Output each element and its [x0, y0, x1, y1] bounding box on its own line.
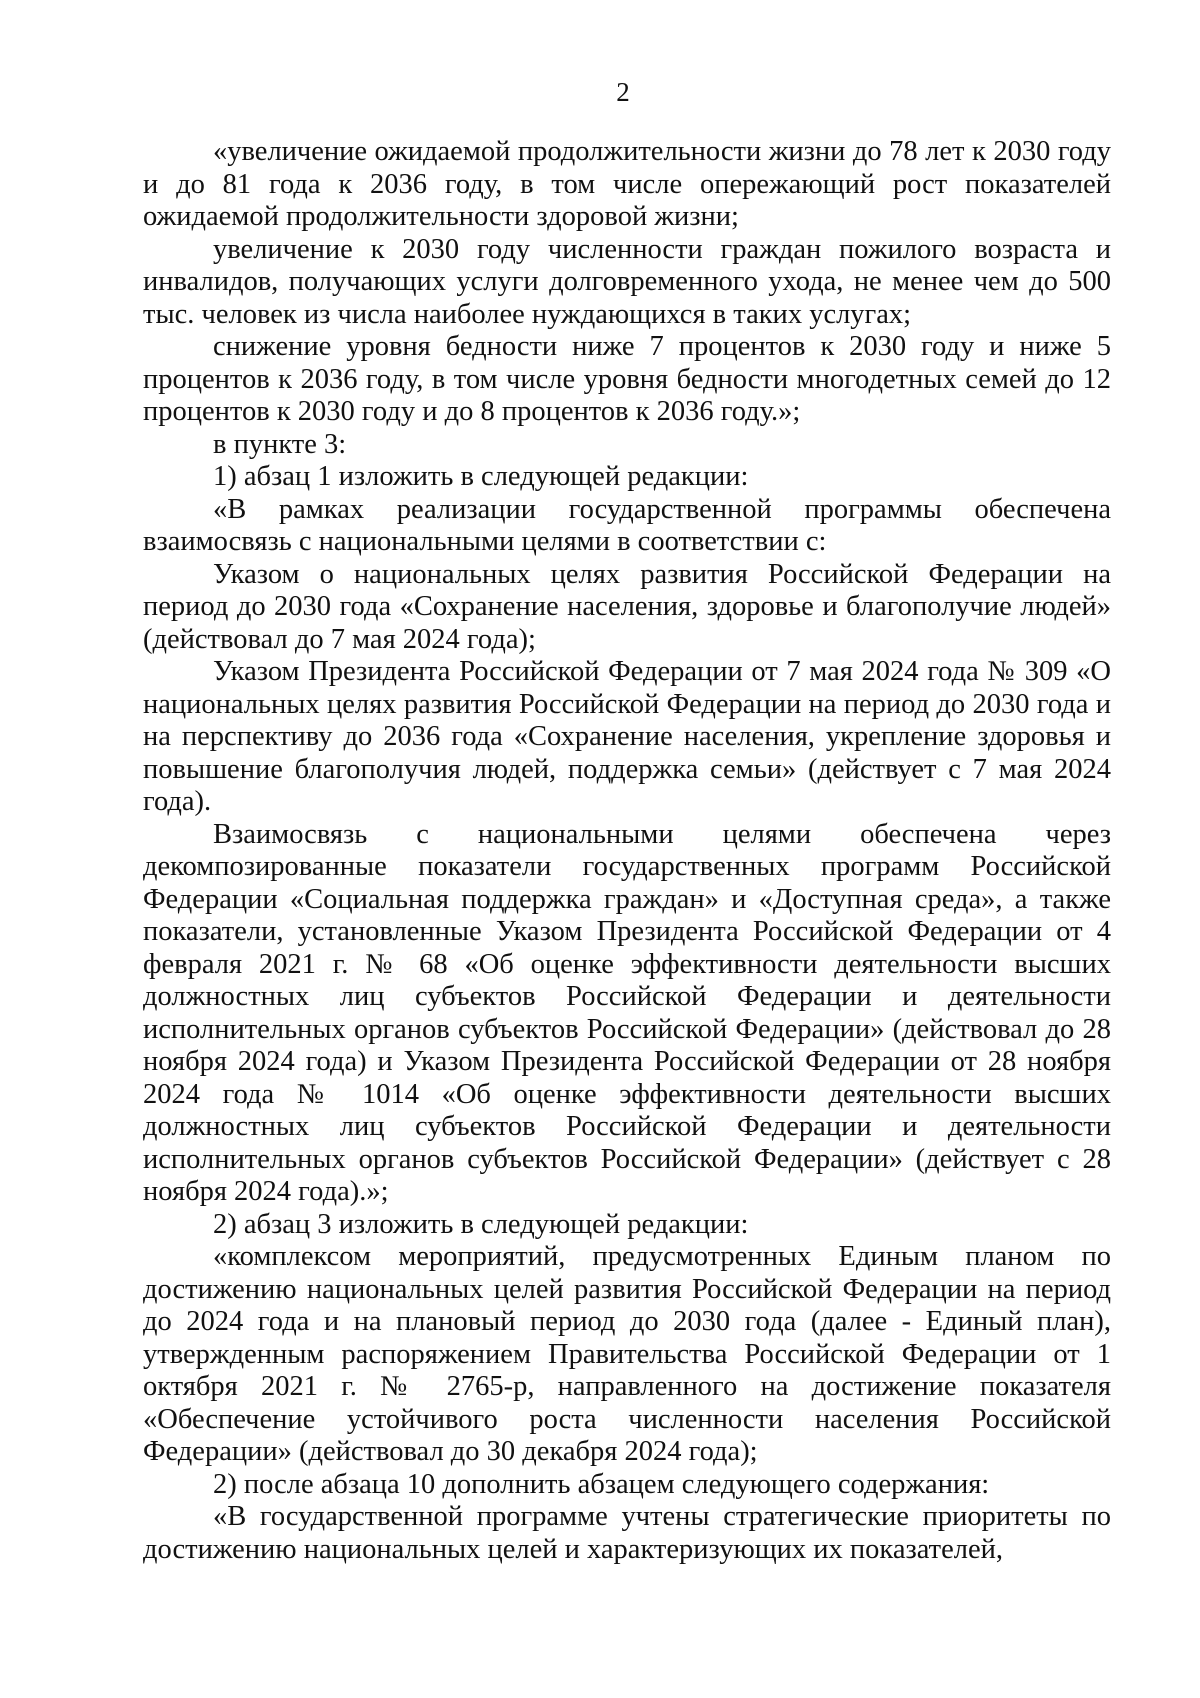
paragraph-strategic-priorities: «В государственной программе учтены стратегические приоритеты по достижению национальных целей и характеризующих их показателей,: [143, 1501, 1111, 1565]
paragraph-item-2-abzac-10: 2) после абзаца 10 дополнить абзацем следующего содержания:: [213, 1468, 990, 1500]
paragraph-decree-309: Указом Президента Российской Федерации от 7 мая 2024 года № 309 «О национальных целях развития Российской Федерации на период до 2030 года и на перспективу до 2036 года «Сохранение населения, укрепление здоровья и повышение благополучия людей, поддержка семьи» (действует с 7 мая 2024 года).: [143, 656, 1111, 817]
paragraph-unified-plan: «комплексом мероприятий, предусмотренных Единым планом по достижению национальных целей развития Российской Федерации на период до 2024 года и на плановый период до 2030 года (далее - Единый план), утвержденным распоряжением Правительства Российской Федерации от 1 октября 2021 г. № 2765-р, направленного на достижение показателя «Обеспечение устойчивого роста численности населения Российской Федерации» (действовал до 30 декабря 2024 года);: [143, 1241, 1111, 1467]
paragraph-item-2-abzac-3: 2) абзац 3 изложить в следующей редакции:: [213, 1208, 749, 1240]
paragraph-life-expectancy: «увеличение ожидаемой продолжительности жизни до 78 лет к 2030 году и до 81 года к 2036 году, в том числе опережающий рост показателей ожидаемой продолжительности здоровой жизни;: [143, 136, 1111, 232]
paragraph-item-1: 1) абзац 1 изложить в следующей редакции:: [213, 461, 749, 492]
paragraph-program-linkage: «В рамках реализации государственной программы обеспечена взаимосвязь с национальными целями в соответствии с:: [143, 493, 1111, 557]
page-number: 2: [616, 77, 630, 107]
paragraph-clause-3-heading: в пункте 3:: [213, 428, 347, 460]
paragraph-decree-2030: Указом о национальных целях развития Российской Федерации на период до 2030 года «Сохранение населения, здоровье и благополучие людей» (действовал до 7 мая 2024 года);: [143, 558, 1111, 655]
paragraph-poverty: снижение уровня бедности ниже 7 процентов к 2030 году и ниже 5 процентов к 2036 году, в том числе уровня бедности многодетных семей до 12 процентов к 2030 году и до 8 процентов к 2036 году.»;: [143, 331, 1111, 427]
paragraph-decomposed-indicators: Взаимосвязь с национальными целями обеспечена через декомпозированные показатели государственных программ Российской Федерации «Социальная поддержка граждан» и «Доступная среда», а также показатели, установленные Указом Президента Российской Федерации от 4 февраля 2021 г. № 68 «Об оценке эффективности деятельности высших должностных лиц субъектов Российской Федерации и деятельности исполнительных органов субъектов Российской Федерации» (действовал до 28 ноября 2024 года) и Указом Президента Российской Федерации от 28 ноября 2024 года № 1014 «Об оценке эффективности деятельности высших должностных лиц субъектов Российской Федерации и деятельности исполнительных органов субъектов Российской Федерации» (действует с 28 ноября 2024 года).»;: [143, 818, 1111, 1207]
document-body: [143, 136, 1111, 1566]
paragraph-long-term-care: увеличение к 2030 году численности граждан пожилого возраста и инвалидов, получающих услуги долговременного ухода, не менее чем до 500 тыс. человек из числа наиболее нуждающихся в таких услугах;: [143, 233, 1111, 330]
